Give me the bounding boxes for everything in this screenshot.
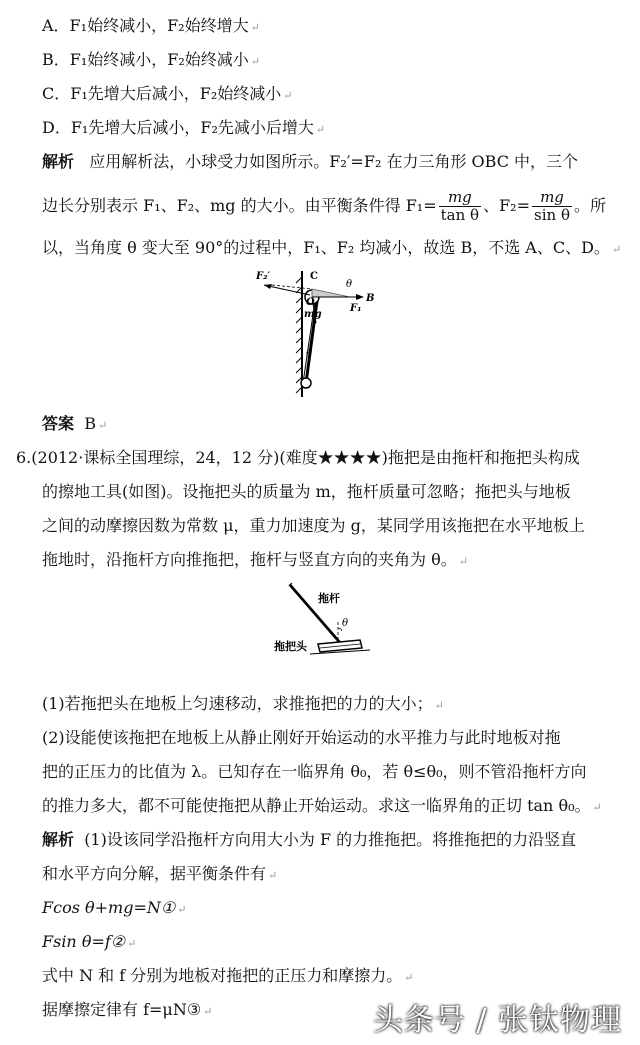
force-diagram-figure xyxy=(250,265,380,405)
fraction-f2: $\frac{mg}{\text{sin θ}}$ xyxy=(534,188,570,224)
paragraph-mark: ↵ xyxy=(250,55,261,68)
fraction-f1: $\frac{mg}{\text{tan θ}}$ xyxy=(440,188,480,224)
question6-line1: 6.(2012·课标全国理综，24，12 分)(难度★★★★)拖把是由拖杆和拖把头构成 xyxy=(16,448,580,467)
force-triangle xyxy=(312,289,350,297)
label-o: O xyxy=(306,297,315,308)
question6-line3: 之间的动摩擦因数为常数 μ，重力加速度为 g，某同学用该拖把在水平地板上 xyxy=(42,516,585,535)
answer-line: 答案 B ↵ xyxy=(42,414,108,433)
option-b: B．F₁始终减小，F₂始终减小 ↵ xyxy=(42,50,261,69)
equation-1: Fcos θ+mg=N① ↵ xyxy=(42,898,187,917)
mop-figure xyxy=(270,578,380,668)
part2-line2: 把的正压力的比值为 λ。已知存在一临界角 θ₀，若 θ≤θ₀，则不管沿拖杆方向 xyxy=(42,762,587,781)
label-rod: 拖杆 xyxy=(318,592,340,605)
equation-2: Fsin θ=f② ↵ xyxy=(42,932,137,951)
question6-line4: 拖地时，沿拖杆方向推拖把，拖杆与竖直方向的夹角为 θ。 ↵ xyxy=(42,550,468,569)
watermark-text: 头条号 / 张钛物理 xyxy=(372,1003,622,1038)
label-theta-top: θ xyxy=(346,279,353,290)
analysis2-label: 解析 xyxy=(42,830,75,849)
label-c: C xyxy=(310,271,318,282)
analysis1-line3: 以，当角度 θ 变大至 90°的过程中，F₁、F₂ 均减小，故选 B，不选 A、C、D。 ↵ xyxy=(42,238,622,257)
label-theta-bottom: θ xyxy=(306,349,313,360)
paragraph-mark: ↵ xyxy=(283,89,293,102)
part1-line: (1)若拖把头在地板上匀速移动，求推拖把的力的大小； ↵ xyxy=(42,694,444,713)
label-f2-prime: F₂′ xyxy=(256,271,271,282)
answer-value: B xyxy=(84,414,96,433)
analysis2-line3: 式中 N 和 f 分别为地板对拖把的正压力和摩擦力。 ↵ xyxy=(42,966,414,985)
pivot xyxy=(301,378,311,388)
analysis2-line1: 解析 (1)设该同学沿拖杆方向用大小为 F 的力推拖把。将推拖把的力沿竖直 xyxy=(42,830,577,849)
label-head: 拖把头 xyxy=(274,640,307,653)
label-f1: F₁ xyxy=(350,303,362,314)
label-theta: θ xyxy=(342,618,349,629)
analysis2-line2: 和水平方向分解，据平衡条件有 ↵ xyxy=(42,864,278,883)
question6-line2: 的擦地工具(如图)。设拖把头的质量为 m，拖杆质量可忽略；拖把头与地板 xyxy=(42,482,571,501)
paragraph-mark: ↵ xyxy=(315,123,326,136)
option-a: A．F₁始终减小，F₂始终增大 ↵ xyxy=(42,16,260,35)
part2-line3: 的推力多大，都不可能使拖把从静止开始运动。求这一临界角的正切 tan θ₀。 ↵ xyxy=(42,796,602,815)
answer-label: 答案 xyxy=(42,414,75,433)
analysis-label: 解析 xyxy=(42,152,75,171)
analysis1-line2: 边长分别表示 F₁、F₂、mg 的大小。由平衡条件得 F₁= $\frac{mg}{\text{tan θ}}$ 、F₂= $\frac{mg}{\text{sin θ}}$ 。所 xyxy=(42,188,606,224)
analysis2-line4: 据摩擦定律有 f=μN③ ↵ xyxy=(42,1000,213,1019)
label-mg: mg xyxy=(304,309,322,320)
paragraph-mark: ↵ xyxy=(250,21,260,34)
option-d: D．F₁先增大后减小，F₂先减小后增大 ↵ xyxy=(42,118,326,137)
option-c: C．F₁先增大后减小，F₂始终减小 ↵ xyxy=(42,84,293,103)
part2-line1: (2)设能使该拖把在地板上从静止刚好开始运动的水平推力与此时地板对拖 xyxy=(42,728,561,747)
analysis1-line1: 解析 应用解析法，小球受力如图所示。F₂′=F₂ 在力三角形 OBC 中，三个 xyxy=(42,152,579,171)
label-b: B xyxy=(366,293,375,304)
